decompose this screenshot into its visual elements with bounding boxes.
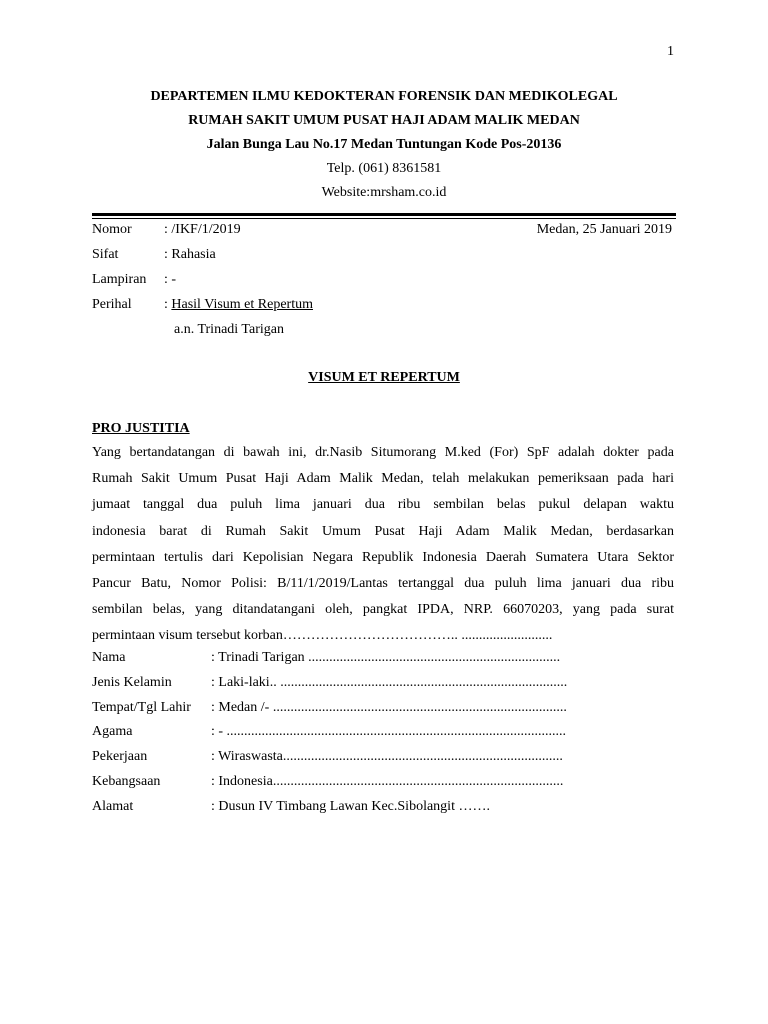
body-last-text: permintaan visum tersebut korban xyxy=(92,628,283,644)
field-alamat xyxy=(92,795,612,820)
field-label: Alamat xyxy=(92,798,134,814)
nomor-label: Nomor xyxy=(92,222,132,237)
perihal-an: a.n. Trinadi Tarigan xyxy=(174,322,284,337)
field-value: : Dusun IV Timbang Lawan Kec.Sibolangit ……. xyxy=(211,798,490,814)
hospital-phone: Telp. (061) 8361581 xyxy=(326,161,442,176)
hospital-website: Website:mrsham.co.id xyxy=(321,185,447,200)
hospital-name: RUMAH SAKIT UMUM PUSAT HAJI ADAM MALIK MEDAN xyxy=(188,113,580,128)
field-tempat-tgl-lahir xyxy=(92,696,612,721)
department-name: DEPARTEMEN ILMU KEDOKTERAN FORENSIK DAN MEDIKOLEGAL xyxy=(150,89,618,104)
field-jenis-kelamin xyxy=(92,671,612,696)
field-agama xyxy=(92,720,612,745)
body-last-dots: ……………………………….. .......................... xyxy=(282,628,553,644)
perihal-colon: : xyxy=(164,297,172,312)
field-value: : Indonesia................................................................................... xyxy=(211,773,564,789)
letterhead xyxy=(0,85,768,205)
field-label: Agama xyxy=(92,724,133,740)
body-line: permintaan tertulis dari Kepolisian Negara Republik Indonesia Daerah Sumatera Utara Sektor xyxy=(92,549,674,565)
perihal-label: Perihal xyxy=(92,297,132,312)
meta-row-perihal xyxy=(92,292,676,317)
meta-row-sifat xyxy=(92,242,676,267)
sifat-label: Sifat xyxy=(92,247,119,262)
body-line: indonesia barat di Rumah Sakit Umum Pusat Haji Adam Malik Medan, berdasarkan xyxy=(92,523,674,539)
letter-date: Medan, 25 Januari 2019 xyxy=(536,222,672,237)
body-line: Pancur Batu, Nomor Polisi: B/11/1/2019/Lantas tertanggal dua puluh lima januari dua ribu xyxy=(92,575,674,591)
field-pekerjaan xyxy=(92,745,612,770)
field-value: : Laki-laki.. .................................................................................. xyxy=(211,674,568,690)
meta-row-lampiran xyxy=(92,267,676,292)
field-label: Tempat/Tgl Lahir xyxy=(92,699,191,715)
nomor-value: : /IKF/1/2019 xyxy=(164,222,241,237)
body-line: jumaat tanggal dua puluh lima januari dua ribu sembilan belas pukul delapan waktu xyxy=(92,497,674,513)
field-label: Kebangsaan xyxy=(92,773,161,789)
page-number: 1 xyxy=(667,44,674,59)
field-value: : Trinadi Tarigan ........................................................................ xyxy=(211,650,561,665)
perihal-value-wrap xyxy=(164,292,313,317)
body-line: Yang bertandatangan di bawah ini, dr.Nasib Situmorang M.ked (For) SpF adalah dokter pada xyxy=(92,445,674,460)
field-value: : - ................................................................................................. xyxy=(211,724,567,740)
sifat-value: : Rahasia xyxy=(164,247,216,262)
victim-identity xyxy=(92,646,612,820)
field-value: : Medan /- .................................................................................... xyxy=(211,699,567,715)
body-line: sembilan belas, yang ditandatangani oleh, pangkat IPDA, NRP. 66070203, yang pada surat xyxy=(92,602,674,618)
lampiran-label: Lampiran xyxy=(92,272,147,287)
document-title: VISUM ET REPERTUM xyxy=(308,370,460,385)
letter-meta xyxy=(92,217,676,342)
perihal-value: Hasil Visum et Repertum xyxy=(171,297,313,312)
field-nama xyxy=(92,646,612,671)
meta-row-perihal-an xyxy=(92,317,676,342)
body-paragraph xyxy=(92,440,674,650)
field-label: Nama xyxy=(92,650,126,665)
field-label: Jenis Kelamin xyxy=(92,674,172,690)
meta-row-nomor xyxy=(92,217,676,242)
field-kebangsaan xyxy=(92,770,612,795)
field-label: Pekerjaan xyxy=(92,749,148,765)
hospital-address: Jalan Bunga Lau No.17 Medan Tuntungan Kode Pos-20136 xyxy=(206,137,562,152)
body-line: Rumah Sakit Umum Pusat Haji Adam Malik Medan, telah melakukan pemeriksaan pada hari xyxy=(92,471,674,487)
field-value: : Wiraswasta................................................................................ xyxy=(211,749,563,765)
lampiran-value: : - xyxy=(164,272,177,287)
pro-justitia-heading: PRO JUSTITIA xyxy=(92,421,190,436)
